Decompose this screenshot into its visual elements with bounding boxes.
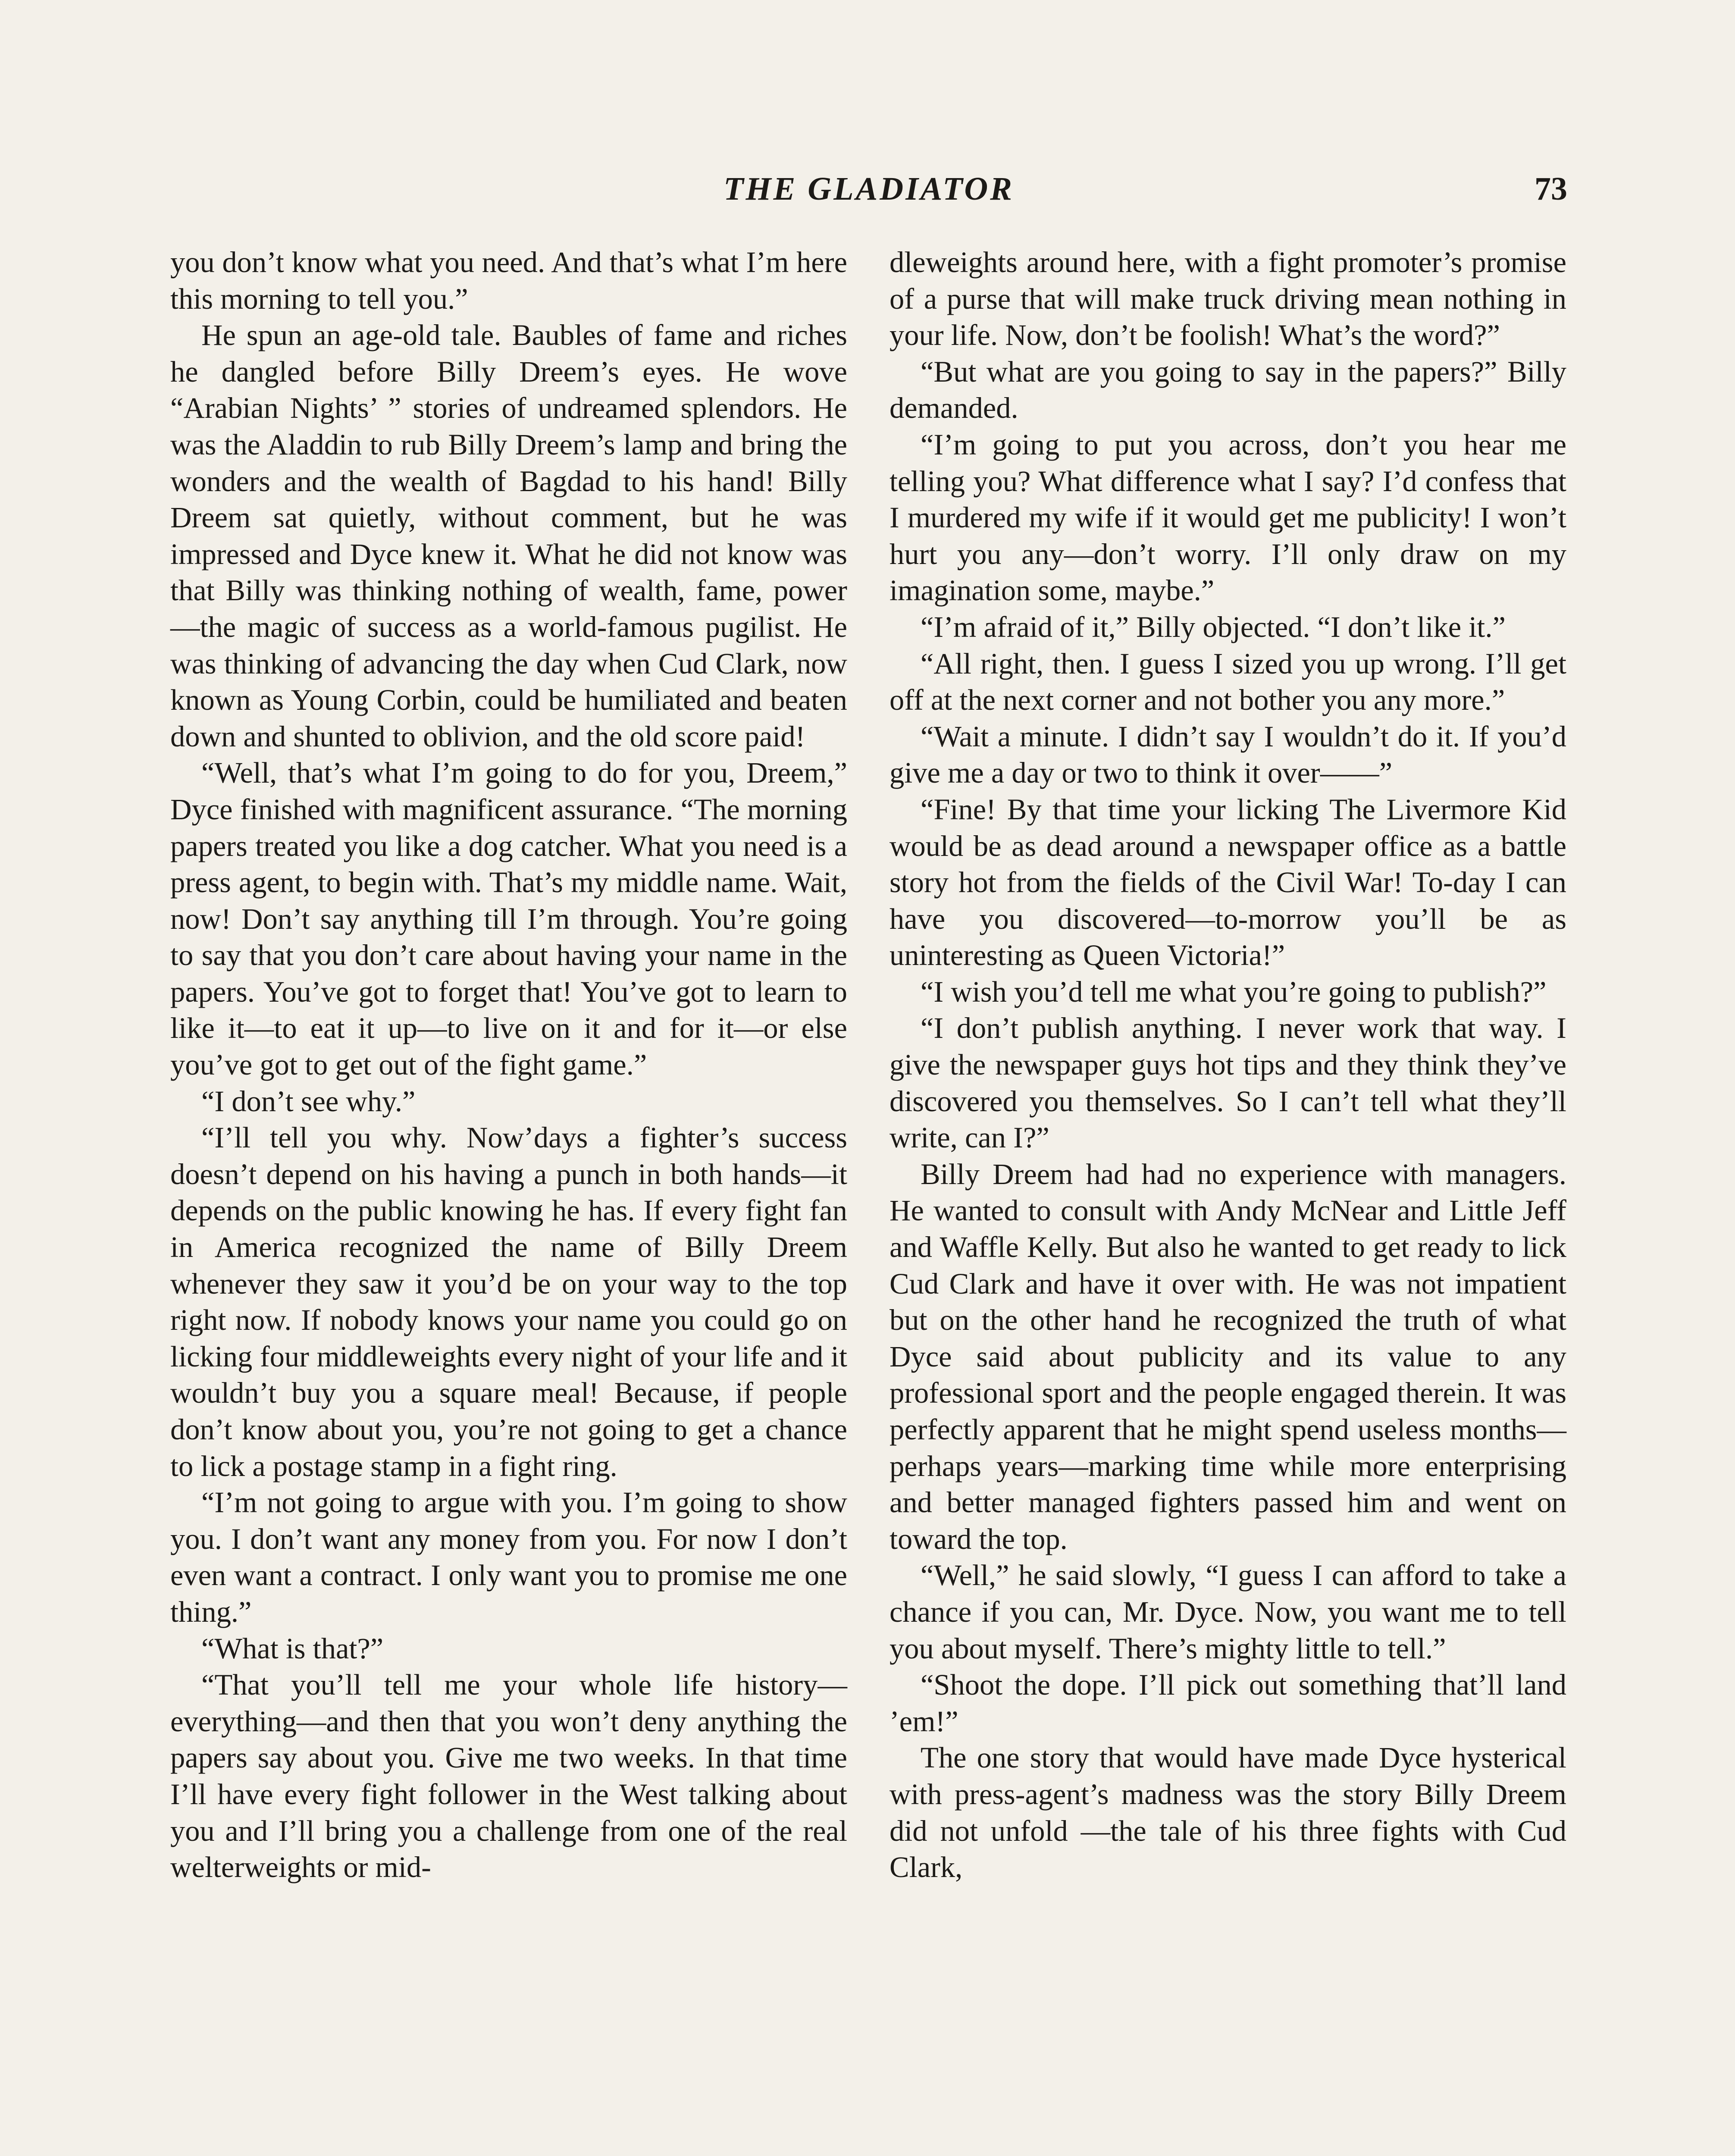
page-header (170, 167, 1567, 215)
paragraph: “I’m going to put you across, don’t you hear me telling you? What difference what I say? I’d confess that I murdered my wife if it would get me publicity! I won’t hurt you any—don’t worry. I’ll only draw on my imagination some, maybe.” (889, 428, 1566, 607)
paragraph: “I don’t publish anything. I never work that way. I give the newspaper guys hot tips and they think they’ve discovered you themselves. So I can’t tell what they’ll write, can I?” (889, 1012, 1566, 1154)
paragraph: “Shoot the dope. I’ll pick out something that’ll land ’em!” (889, 1668, 1566, 1738)
paragraph: “I’ll tell you why. Now’days a fighter’s success doesn’t depend on his having a punch in both hands—it depends on the public knowing he has. If every fight fan in America recognized the name of Billy Dreem whenever they saw it you’d be on your way to the top right now. If nobody knows your name you could go on licking four middleweights every night of your life and it wouldn’t buy you a square meal! Because, if people don’t know about you, you’re not going to get a chance to lick a postage stamp in a fight ring. (170, 1121, 847, 1482)
paragraph: “Well,” he said slowly, “I guess I can afford to take a chance if you can, Mr. Dyce. Now, you want me to tell you about myself. There’s mighty little to tell.” (889, 1559, 1566, 1665)
paragraph: you don’t know what you need. And that’s what I’m here this morning to tell you.” (170, 246, 847, 315)
paragraph: “But what are you going to say in the papers?” Billy demanded. (889, 355, 1566, 425)
paragraph: dleweights around here, with a fight promoter’s promise of a purse that will make truck driving mean nothing in your life. Now, don’t be foolish! What’s the word?” (889, 246, 1566, 352)
paragraph: “Well, that’s what I’m going to do for you, Dreem,” Dyce finished with magnificent assurance. “The morning papers treated you like a dog catcher. What you need is a press agent, to begin with. That’s my middle name. Wait, now! Don’t say anything till I’m through. You’re going to say that you don’t care about having your name in the papers. You’ve got to forget that! You’ve got to learn to like it—to eat it up—to live on it and for it—or else you’ve got to get out of the fight game.” (170, 756, 847, 1081)
paragraph: Billy Dreem had had no experience with managers. He wanted to consult with Andy McNear and Little Jeff and Waffle Kelly. But also he wanted to get ready to lick Cud Clark and have it over with. He was not impatient but on the other hand he recognized the truth of what Dyce said about publicity and its value to any professional sport and the people engaged therein. It was perfectly apparent that he might spend useless months—perhaps years—marking time while more enterprising and better managed fighters passed him and went on toward the top. (889, 1157, 1566, 1555)
running-title: THE GLADIATOR (723, 171, 1014, 207)
paragraph: “I’m afraid of it,” Billy objected. “I don’t like it.” (921, 610, 1506, 643)
paragraph: “I don’t see why.” (201, 1084, 416, 1118)
paragraph: He spun an age-old tale. Baubles of fame and riches he dangled before Billy Dreem’s eyes. He wove “Arabian Nights’ ” stories of undreamed splendors. He was the Aladdin to rub Billy Dreem’s lamp and bring the wonders and the wealth of Bagdad to his hand! Billy Dreem sat quietly, without comment, but he was impressed and Dyce knew it. What he did not know was that Billy was thinking nothing of wealth, fame, power—the magic of success as a world-famous pugilist. He was thinking of advancing the day when Cud Clark, now known as Young Corbin, could be humiliated and beaten down and shunted to oblivion, and the old score paid! (170, 319, 847, 753)
page-number: 73 (1535, 171, 1567, 207)
paragraph: The one story that would have made Dyce hysterical with press-agent’s madness was the story Billy Dreem did not unfold —the tale of his three fights with Cud Clark, (889, 1741, 1566, 1884)
right-column (889, 244, 1566, 1886)
paragraph: “All right, then. I guess I sized you up wrong. I’ll get off at the next corner and not bother you any more.” (889, 647, 1566, 717)
paragraph: “Fine! By that time your licking The Livermore Kid would be as dead around a newspaper office as a battle story hot from the fields of the Civil War! To-day I can have you discovered—to-morrow you’ll be as uninteresting as Queen Victoria!” (889, 793, 1566, 972)
paragraph: “I wish you’d tell me what you’re going to publish?” (921, 975, 1547, 1008)
left-column (170, 244, 847, 1886)
paragraph: “I’m not going to argue with you. I’m going to show you. I don’t want any money from you. For now I don’t even want a contract. I only want you to promise me one thing.” (170, 1486, 847, 1628)
paragraph: “Wait a minute. I didn’t say I wouldn’t do it. If you’d give me a day or two to think it over——” (889, 720, 1566, 790)
paragraph: “What is that?” (201, 1632, 384, 1665)
paragraph: “That you’ll tell me your whole life history—everything—and then that you won’t deny anything the papers say about you. Give me two weeks. In that time I’ll have every fight follower in the West talking about you and I’ll bring you a challenge from one of the real welterweights or mid- (170, 1668, 847, 1884)
